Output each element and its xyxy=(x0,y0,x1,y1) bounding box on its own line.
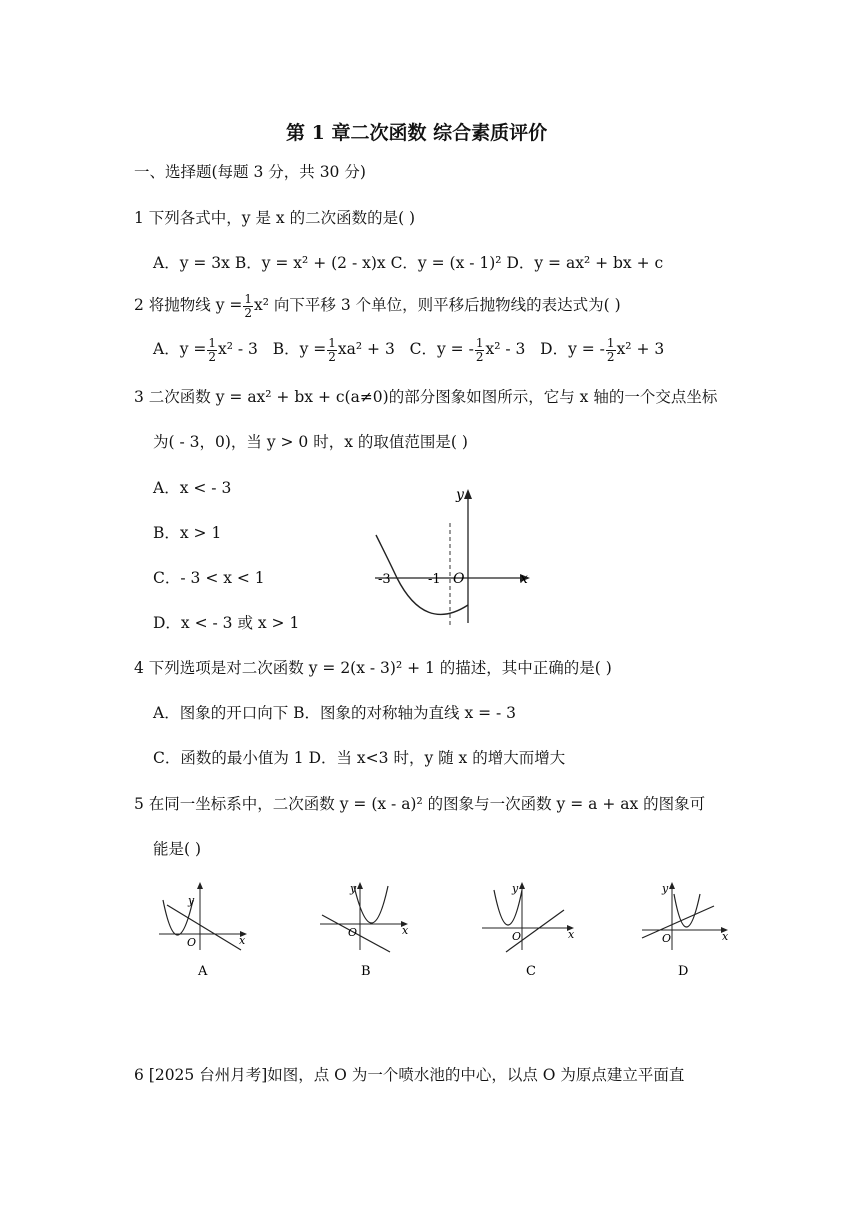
q3-x-label: x xyxy=(520,571,528,587)
svg-text:x: x xyxy=(568,928,575,941)
q5-c-label: C xyxy=(526,964,536,979)
q4-stem: 4 下列选项是对二次函数 y = 2(x - 3)² + 1 的描述，其中正确的是( ) xyxy=(134,659,612,677)
q1-stem: 1 下列各式中，y 是 x 的二次函数的是( ) xyxy=(134,209,416,227)
q5-a-line xyxy=(167,905,241,950)
svg-text:y: y xyxy=(512,882,519,895)
q2-fraction: $\frac{1}{2}$ xyxy=(244,292,253,320)
svg-text:O: O xyxy=(512,930,522,943)
q3-option-d: D．x < - 3 或 x > 1 xyxy=(153,614,300,632)
q1-options: A．y = 3x B．y = x² + (2 - x)x C．y = (x - 1)² D．y = ax² + bx + c xyxy=(153,254,664,272)
q4-options-ab: A．图象的开口向下 B．图象的对称轴为直线 x = - 3 xyxy=(153,704,517,722)
q3-option-b: B．x > 1 xyxy=(153,524,222,542)
q2-stem xyxy=(134,293,621,319)
svg-text:x: x xyxy=(722,930,729,943)
svg-text:y: y xyxy=(350,882,357,895)
q5-graph-a xyxy=(155,880,255,980)
q5-a-label: A xyxy=(198,964,208,979)
svg-text:y: y xyxy=(188,894,195,907)
q5-c-parabola xyxy=(494,890,522,925)
q5-b-label: B xyxy=(361,964,371,979)
svg-text:y: y xyxy=(662,882,669,895)
q3-y-label: y xyxy=(456,487,464,503)
q3-stem-line1: 3 二次函数 y = ax² + bx + c(a≠0)的部分图象如图所示，它与 x 轴的一个交点坐标 xyxy=(134,388,718,406)
svg-text:O: O xyxy=(662,932,672,945)
svg-text:x: x xyxy=(402,924,409,937)
q2-option-c: C．y = - $\frac{1}{2}$ x² - 3 xyxy=(409,336,526,364)
section-heading: 一、选择题(每题 3 分，共 30 分) xyxy=(134,163,366,181)
q2-option-d: D．y = - $\frac{1}{2}$ x² + 3 xyxy=(540,336,665,364)
q6-stem: 6 [2025 台州月考]如图，点 O 为一个喷水池的中心，以点 O 为原点建立平面直 xyxy=(134,1066,685,1084)
q2-option-a: A．y = $\frac{1}{2}$ x² - 3 xyxy=(153,336,258,364)
q2-stem-a: 2 将抛物线 y = xyxy=(134,296,243,315)
page-title: 第 1 章二次函数 综合素质评价 xyxy=(286,122,548,144)
q3-option-c: C．- 3 < x < 1 xyxy=(153,569,265,587)
svg-text:O: O xyxy=(187,936,197,949)
q5-stem-line2: 能是( ) xyxy=(153,840,202,858)
q3-tick-neg1: -1 xyxy=(428,572,441,587)
q2-option-b: B．y = $\frac{1}{2}$ xa² + 3 xyxy=(272,336,395,364)
q2-stem-b: x² 向下平移 3 个单位，则平移后抛物线的表达式为( ) xyxy=(254,296,621,315)
q4-options-cd: C．函数的最小值为 1 D．当 x<3 时，y 随 x 的增大而增大 xyxy=(153,749,566,767)
svg-text:x: x xyxy=(239,934,246,947)
q5-graph-b xyxy=(316,880,416,980)
q5-d-label: D xyxy=(678,964,689,979)
q3-y-arrow xyxy=(464,489,472,499)
q5-stem-line1: 5 在同一坐标系中，二次函数 y = (x - a)² 的图象与一次函数 y = a + ax 的图象可 xyxy=(134,795,706,813)
q3-stem-line2: 为( - 3，0)，当 y > 0 时，x 的取值范围是( ) xyxy=(153,433,468,451)
q3-origin-label: O xyxy=(453,571,465,587)
q2-options xyxy=(153,337,664,363)
q5-graph-d xyxy=(638,880,738,980)
q3-tick-neg3: -3 xyxy=(378,572,391,587)
svg-text:O: O xyxy=(348,926,358,939)
q5-graph-c xyxy=(478,880,583,980)
q3-option-a: A．x < - 3 xyxy=(153,479,232,497)
q3-graph xyxy=(370,483,540,633)
q5-b-parabola xyxy=(354,886,388,923)
